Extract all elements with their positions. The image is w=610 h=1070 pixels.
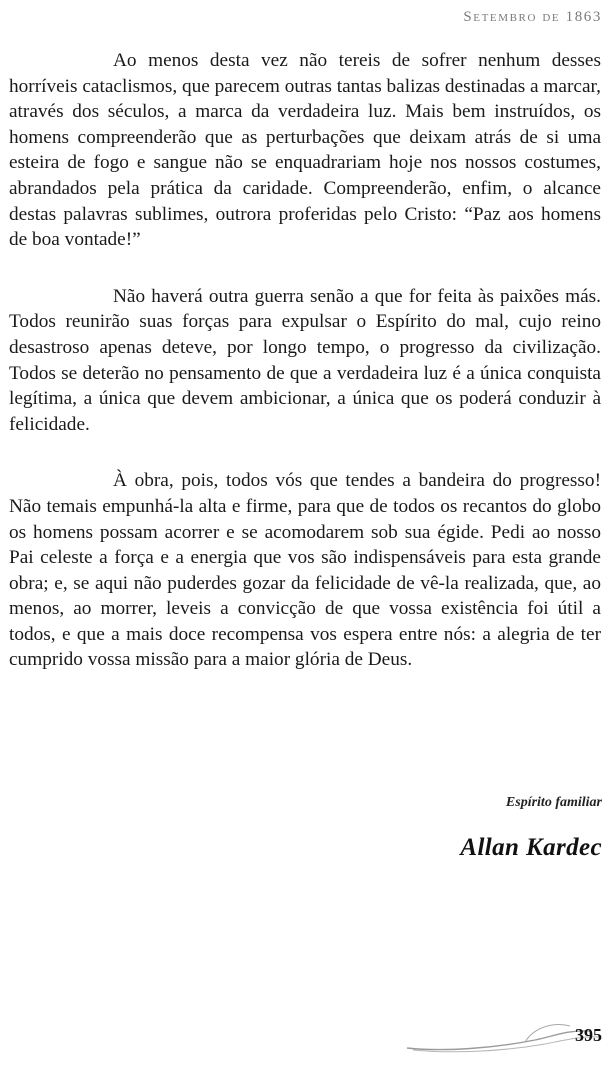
body-text xyxy=(9,48,601,704)
paragraph-1: Ao menos desta vez não tereis de sofrer nenhum desses horríveis cataclismos, que parecem outras tantas balizas destinadas a marcar, através dos séculos, a marca da verdadeira luz. Mais bem instruídos, os homens compreenderão que as perturbações que deixam atrás de si uma esteira de fogo e sangue não se enquadrariam hoje nos nossos costumes, abrandados pela prática da caridade. Compreenderão, enfim, o alcance destas palavras sublimes, outrora proferidas pelo Cristo: “Paz aos homens de boa vontade!” xyxy=(9,50,601,251)
paragraph-2: Não haverá outra guerra senão a que for feita às paixões más. Todos reunirão suas forças para expulsar o Espírito do mal, cujo reino desastroso apenas deteve, por longo tempo, o progresso da civilização. Todos se deterão no pensamento de que a verdadeira luz é a única conquista legítima, a única que devem ambicionar, a única que os poderá conduzir à felicidade. xyxy=(9,285,601,435)
paragraph-3: À obra, pois, todos vós que tendes a bandeira do progresso! Não temais empunhá-la alta e firme, para que de todos os recantos do globo os homens possam acorrer e se acomodarem sob sua égide. Pedi ao nosso Pai celeste a força e a energia que vos são indispensáveis para esta grande obra; e, se aqui não puderdes gozar da felicidade de vê-la realizada, que, ao menos, ao morrer, leveis a convicção de que vossa existência foi útil a todos, e que a mais doce recompensa vos espera entre nós: a alegria de ter cumprido vossa missão para a maior glória de Deus. xyxy=(9,470,601,671)
page-number: 395 xyxy=(575,1025,602,1045)
author-name: Allan Kardec xyxy=(460,834,602,861)
signature-label: Espírito familiar xyxy=(505,795,602,810)
running-head: Setembro de 1863 xyxy=(463,9,602,25)
